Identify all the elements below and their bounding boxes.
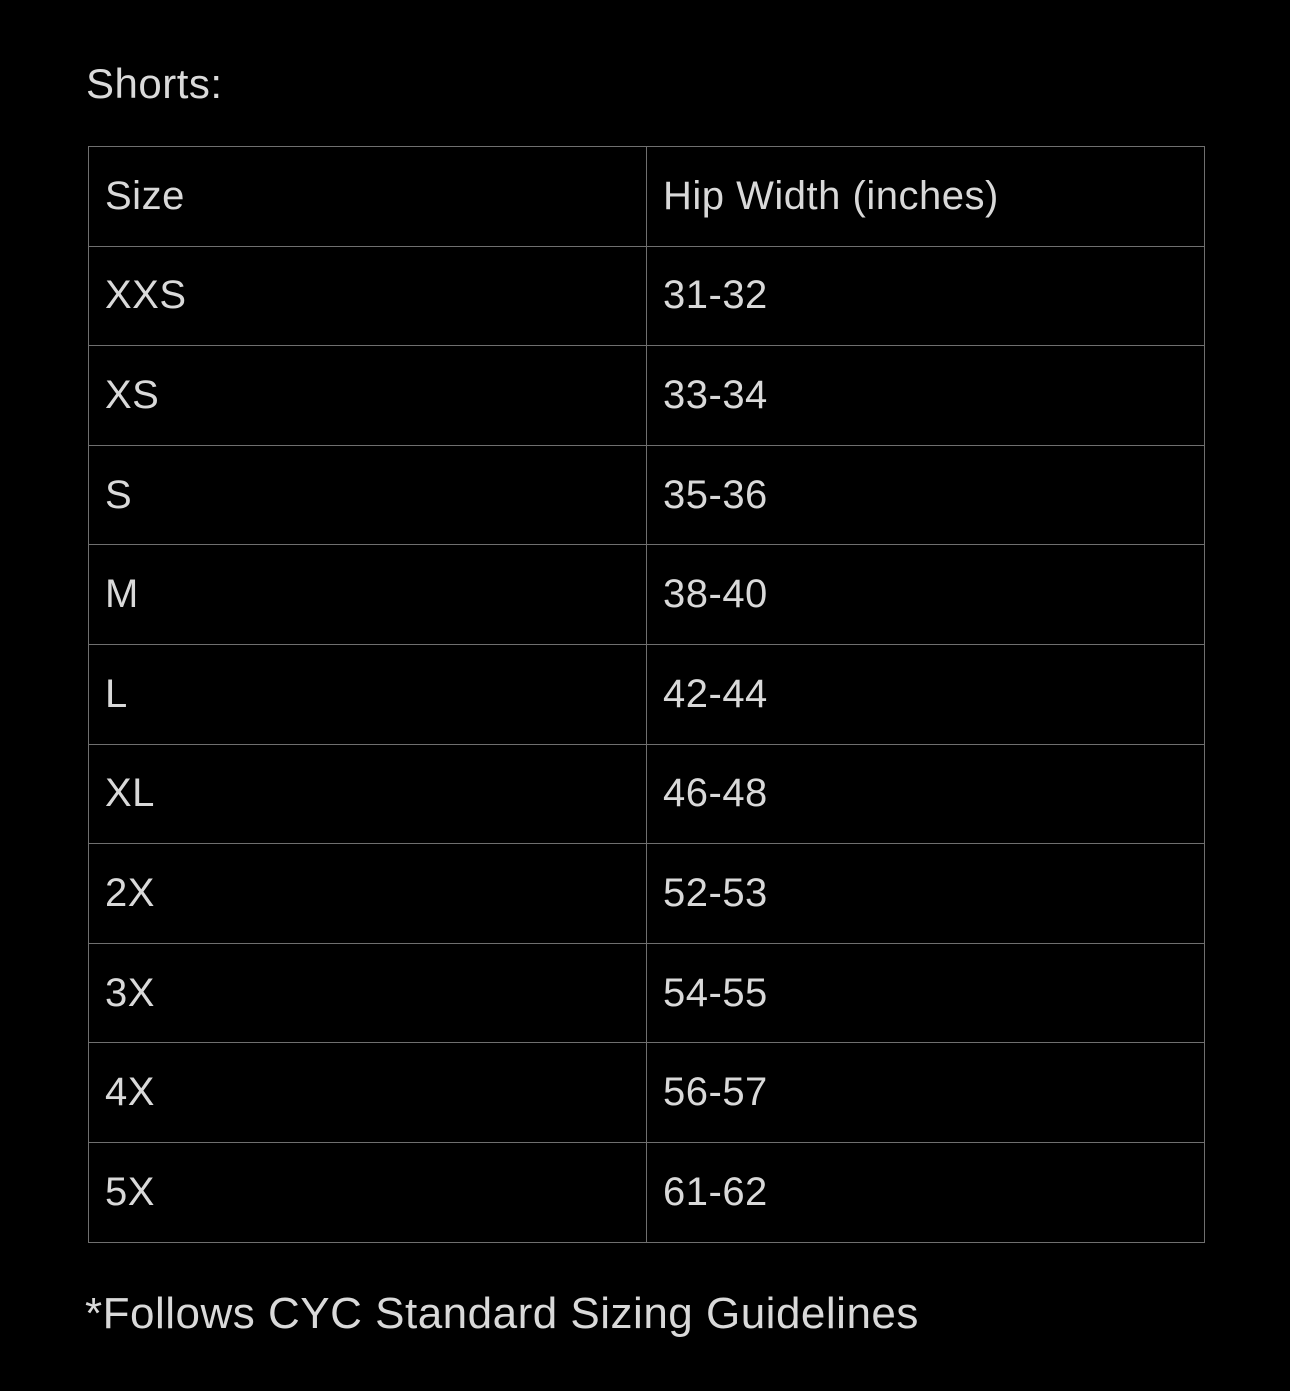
- size-chart-table: [88, 146, 1205, 1243]
- hip-width-cell: 56-57: [647, 1043, 1205, 1143]
- size-cell: 2X: [89, 844, 647, 944]
- table-header-row: [89, 147, 1205, 247]
- hip-width-cell: 31-32: [647, 246, 1205, 346]
- sizing-guidelines-footnote: *Follows CYC Standard Sizing Guidelines: [85, 1289, 919, 1338]
- table-row: [89, 744, 1205, 844]
- table-row: [89, 246, 1205, 346]
- size-cell: L: [89, 644, 647, 744]
- hip-width-cell: 42-44: [647, 644, 1205, 744]
- size-cell: XL: [89, 744, 647, 844]
- table-row: [89, 445, 1205, 545]
- hip-width-cell: 35-36: [647, 445, 1205, 545]
- table-row: [89, 844, 1205, 944]
- size-cell: XS: [89, 346, 647, 446]
- size-cell: M: [89, 545, 647, 645]
- size-cell: XXS: [89, 246, 647, 346]
- size-cell: 3X: [89, 943, 647, 1043]
- table-row: [89, 346, 1205, 446]
- table-row: [89, 545, 1205, 645]
- hip-width-cell: 52-53: [647, 844, 1205, 944]
- hip-width-cell: 61-62: [647, 1142, 1205, 1242]
- size-cell: S: [89, 445, 647, 545]
- hip-width-cell: 54-55: [647, 943, 1205, 1043]
- size-col-header: Size: [89, 147, 647, 247]
- table-row: [89, 1043, 1205, 1143]
- size-cell: 4X: [89, 1043, 647, 1143]
- hip-width-cell: 38-40: [647, 545, 1205, 645]
- hip-width-cell: 46-48: [647, 744, 1205, 844]
- table-row: [89, 943, 1205, 1043]
- table-row: [89, 1142, 1205, 1242]
- hip-width-col-header: Hip Width (inches): [647, 147, 1205, 247]
- page-title: Shorts:: [86, 60, 223, 107]
- table-row: [89, 644, 1205, 744]
- hip-width-cell: 33-34: [647, 346, 1205, 446]
- size-cell: 5X: [89, 1142, 647, 1242]
